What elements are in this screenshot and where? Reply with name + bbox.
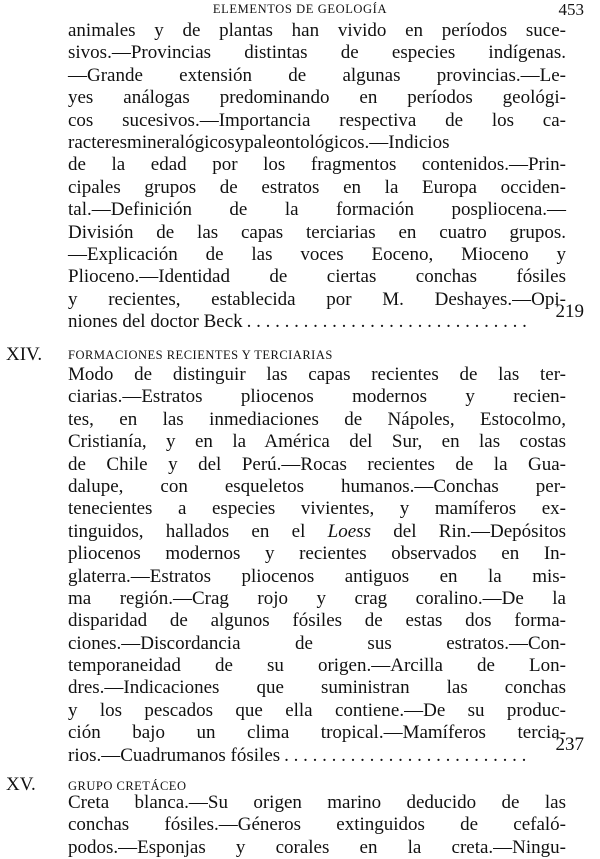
toc-line: conchas fósiles.—Géneros extinguidos de cefaló- <box>68 814 566 836</box>
running-title: ELEMENTOS DE GEOLOGÍA <box>212 2 388 16</box>
toc-leader-text: niones del doctor Beck <box>68 311 243 333</box>
chapter-heading: FORMACIONES RECIENTES Y TERCIARIAS <box>68 348 333 362</box>
toc-line: dres.—Indicaciones que suministran las conchas <box>68 677 566 699</box>
toc-line: Creta blanca.—Su origen marino deducido de las <box>68 792 566 813</box>
toc-line: Cristianía, y en la América del Sur, en las costas <box>68 431 566 453</box>
toc-line: animales y de plantas han vivido en períodos suce- <box>68 20 566 41</box>
toc-line: podos.—Esponjas y corales en la creta.—Ningu- <box>68 836 566 858</box>
chapter-heading: GRUPO CRETÁCEO <box>68 779 187 793</box>
toc-line: División de las capas terciarias en cuatro grupos. <box>68 221 566 243</box>
toc-line: racteresmineralógicosypaleontológicos.—Indicios <box>68 131 450 153</box>
toc-line: tal.—Definición de la formación pospliocena.— <box>68 199 566 221</box>
toc-entry-continuation <box>68 20 566 333</box>
chapter-numeral: XIV. <box>6 344 43 365</box>
toc-line: —Explicación de las voces Eoceno, Mioceno y <box>68 243 566 265</box>
toc-line: cos sucesivos.—Importancia respectiva de los ca- <box>68 109 566 131</box>
toc-line: Plioceno.—Identidad de ciertas conchas fósiles <box>68 266 566 288</box>
toc-line: tinguidos, hallados en el Loess del Rin.—Depósitos <box>68 520 566 542</box>
toc-line: y recientes, establecida por M. Deshayes.—Opi- <box>68 288 566 310</box>
toc-line: y los pescados que ella contiene.—De su produc- <box>68 699 566 721</box>
dot-leader <box>247 311 530 333</box>
toc-page-number: 219 <box>555 301 584 322</box>
toc-leader-text: rios.—Cuadrumanos fósiles <box>68 744 281 766</box>
toc-line: pliocenos modernos y recientes observados en In- <box>68 543 566 565</box>
toc-line: tes, en las inmediaciones de Nápoles, Estocolmo, <box>68 408 566 430</box>
toc-line: glaterra.—Estratos pliocenos antiguos en la mis- <box>68 565 566 587</box>
toc-leader-line <box>68 311 534 333</box>
toc-line: dalupe, con esqueletos humanos.—Conchas per- <box>68 475 566 497</box>
toc-entry-xiv <box>68 364 566 767</box>
toc-line: temporaneidad de su origen.—Arcilla de Lon- <box>68 655 566 677</box>
toc-line: sivos.—Provincias distintas de especies indígenas. <box>68 42 566 64</box>
toc-line: Modo de distinguir las capas recientes de las ter- <box>68 364 566 385</box>
chapter-numeral: XV. <box>6 774 36 795</box>
toc-line: cipales grupos de estratos en la Europa occiden- <box>68 176 566 198</box>
toc-line: de la edad por los fragmentos contenidos.—Prin- <box>68 154 566 176</box>
toc-line: —Grande extensión de algunas provincias.—Le- <box>68 64 566 86</box>
toc-line: de Chile y del Perú.—Rocas recientes de la Gua- <box>68 453 566 475</box>
toc-page-number: 237 <box>555 734 584 755</box>
toc-line: ciarias.—Estratos pliocenos modernos y recien- <box>68 386 566 408</box>
toc-line: disparidad de algunos fósiles de estas dos forma- <box>68 610 566 632</box>
toc-line: ma región.—Crag rojo y crag coralino.—De la <box>68 587 566 609</box>
toc-line: yes análogas predominando en períodos geológi- <box>68 87 566 109</box>
toc-line: tenecientes a especies vivientes, y mamíferos ex- <box>68 498 566 520</box>
toc-line: ción bajo un clima tropical.—Mamíferos tercia- <box>68 722 566 744</box>
toc-leader-line <box>68 745 534 767</box>
dot-leader <box>284 745 530 767</box>
page-number: 453 <box>558 0 584 19</box>
toc-line: ciones.—Discordancia de sus estratos.—Con- <box>68 632 566 654</box>
